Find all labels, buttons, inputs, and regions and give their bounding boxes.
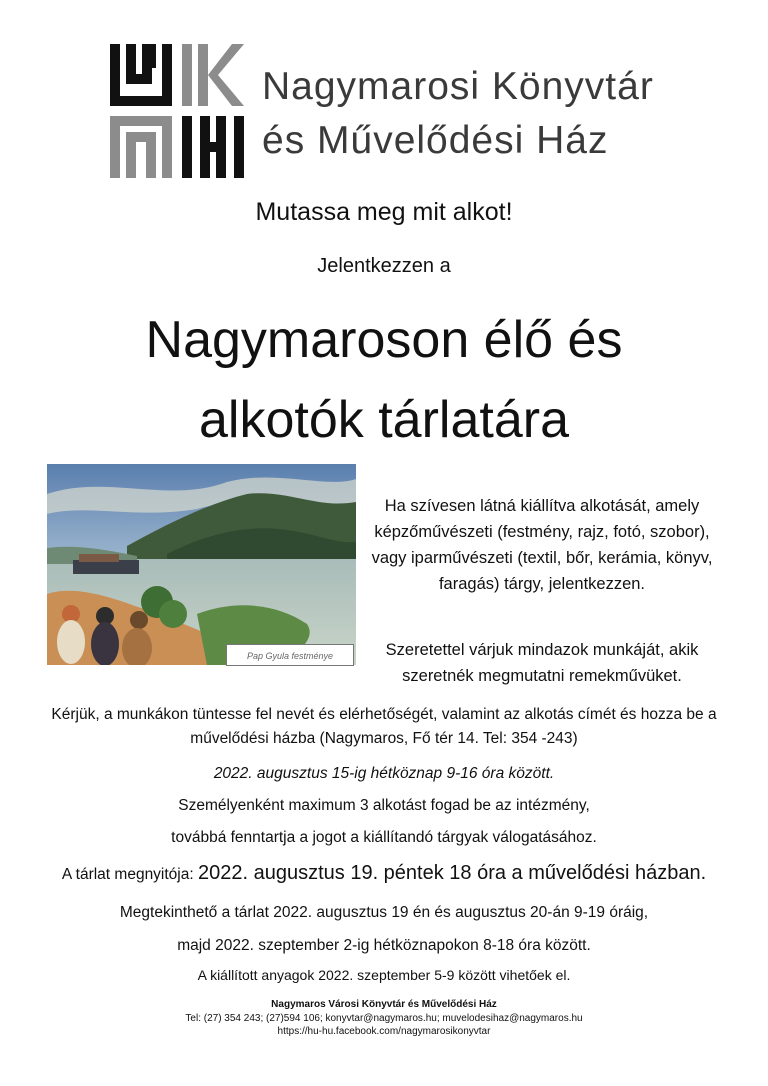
limit-text-1: Személyenként maximum 3 alkotást fogad be az intézmény, xyxy=(178,797,590,814)
footer xyxy=(0,998,768,1039)
footer-contact: Tel: (27) 354 243; (27)594 106; konyvtar@nagymaros.hu; muvelodesihaz@nagymaros.hu xyxy=(185,1012,583,1024)
painting-caption: Pap Gyula festménye xyxy=(226,644,354,666)
library-name-line1: Nagymarosi Könyvtár xyxy=(262,65,654,108)
opening-info xyxy=(0,862,768,885)
title-line2: alkotók tárlatára xyxy=(199,391,569,449)
viewing-text-2: majd 2022. szeptember 2-ig hétköznapokon 8-18 óra között. xyxy=(177,937,591,954)
deadline-text: 2022. augusztus 15-ig hétköznap 9-16 óra között. xyxy=(213,765,555,782)
welcome-paragraph: Szeretettel várjuk mindazok munkáját, akik szeretnék megmutatni remekművüket. xyxy=(385,641,699,685)
invite-text: Jelentkezzen a xyxy=(317,255,451,277)
title-line1: Nagymaroson élő és xyxy=(145,311,623,369)
pickup-text: A kiállított anyagok 2022. szeptember 5-9 között vihetőek el. xyxy=(197,967,571,983)
opening-date: 2022. augusztus 19. péntek 18 óra a művelődési házban. xyxy=(197,862,707,884)
limit-text-2: továbbá fenntartja a jogot a kiállítandó tárgyak válogatásához. xyxy=(171,829,597,846)
submission-instructions: Kérjük, a munkákon tüntesse fel nevét és elérhetőségét, valamint az alkotás címét és hozza be a művelődési házba (Nagymaros, Fő tér 14. Tel: 354 -243) xyxy=(51,706,717,747)
library-name xyxy=(262,60,654,168)
footer-org-name: Nagymaros Városi Könyvtár és Művelődési Ház xyxy=(271,999,497,1010)
intro-paragraph: Ha szívesen látná kiállítva alkotását, amely képzőművészeti (festmény, rajz, fotó, szobor), vagy iparművészeti (textil, bőr, kerámia, könyv, faragás) tárgy, jelentkezzen. xyxy=(371,497,713,593)
library-name-line2: és Művelődési Ház xyxy=(262,119,609,162)
footer-web-link[interactable]: https://hu-hu.facebook.com/nagymarosikonyvtar xyxy=(277,1026,491,1037)
viewing-text-1: Megtekinthető a tárlat 2022. augusztus 19 én és augusztus 20-án 9-19 óráig, xyxy=(119,904,649,921)
tagline: Mutassa meg mit alkot! xyxy=(255,198,513,226)
painting-image xyxy=(47,464,356,665)
library-logo-icon xyxy=(110,44,244,178)
page-title xyxy=(0,300,768,460)
opening-label: A tárlat megnyitója: xyxy=(61,866,198,883)
